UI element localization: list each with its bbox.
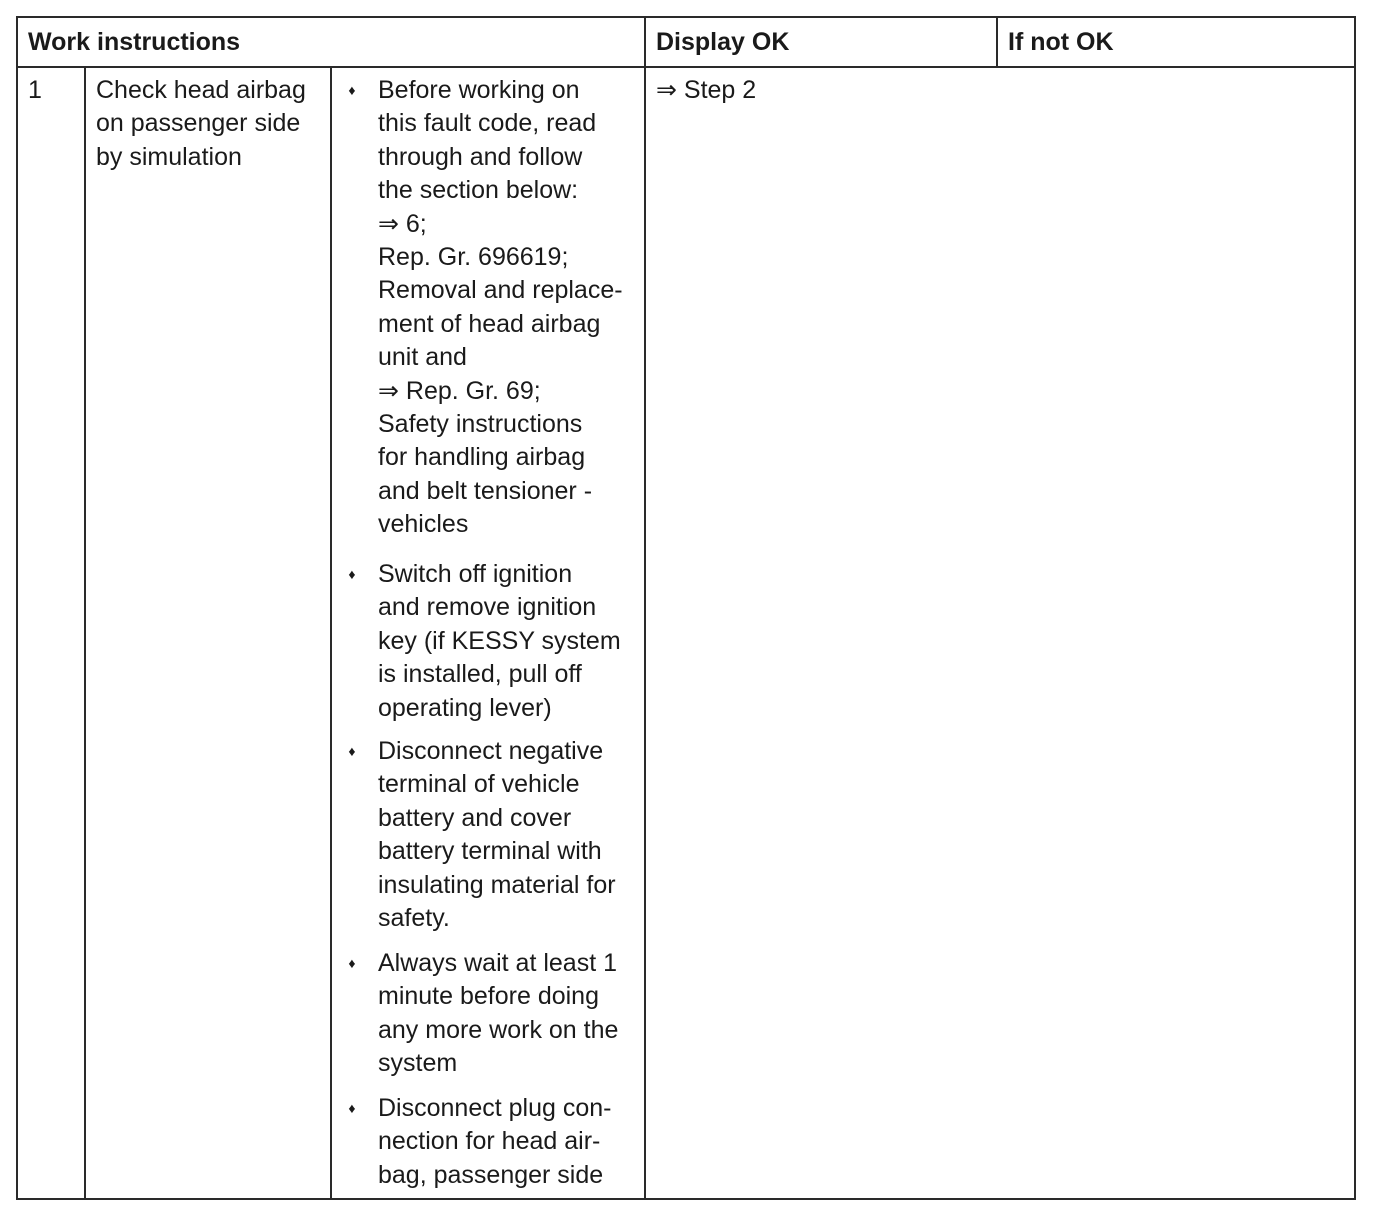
step-instructions [342, 74, 642, 1194]
column-divider-ifnot [996, 18, 998, 66]
bullet-diamond-icon: ♦ [348, 82, 356, 98]
instruction-text: Disconnect negative terminal of vehicle battery and cover battery terminal with insulating material for safety. [378, 737, 616, 933]
column-divider-check [330, 66, 332, 1198]
header-work-instructions: Work instructions [28, 28, 241, 56]
step-number: 1 [28, 76, 42, 104]
header-display-ok: Display OK [656, 28, 790, 56]
instruction-text: Switch off ignition and remove ignition key (if KESSY system is installed, pull off operating lever) [378, 560, 621, 722]
bullet-diamond-icon: ♦ [348, 955, 356, 971]
instruction-text: Before working on this fault code, read through and follow the section below: ⇒ 6; Rep. Gr. 696619; Removal and replace- ment of head airbag unit and ⇒ Rep. Gr. 69; Safety instructions for handling airbag and belt tensioner - vehicles [378, 76, 623, 539]
instruction-text: Disconnect plug con- nection for head air- bag, passenger side [378, 1094, 612, 1189]
step-check-description: Check head airbag on passenger side by simulation [96, 76, 306, 171]
bullet-diamond-icon: ♦ [348, 566, 356, 582]
bullet-diamond-icon: ♦ [348, 1100, 356, 1116]
display-ok-result: ⇒ Step 2 [656, 76, 757, 104]
header-divider [18, 66, 1354, 68]
work-instructions-table [16, 16, 1356, 1200]
instruction-text: Always wait at least 1 minute before doing any more work on the system [378, 949, 619, 1078]
bullet-diamond-icon: ♦ [348, 743, 356, 759]
header-if-not-ok: If not OK [1008, 28, 1114, 56]
column-divider-number [84, 66, 86, 1198]
